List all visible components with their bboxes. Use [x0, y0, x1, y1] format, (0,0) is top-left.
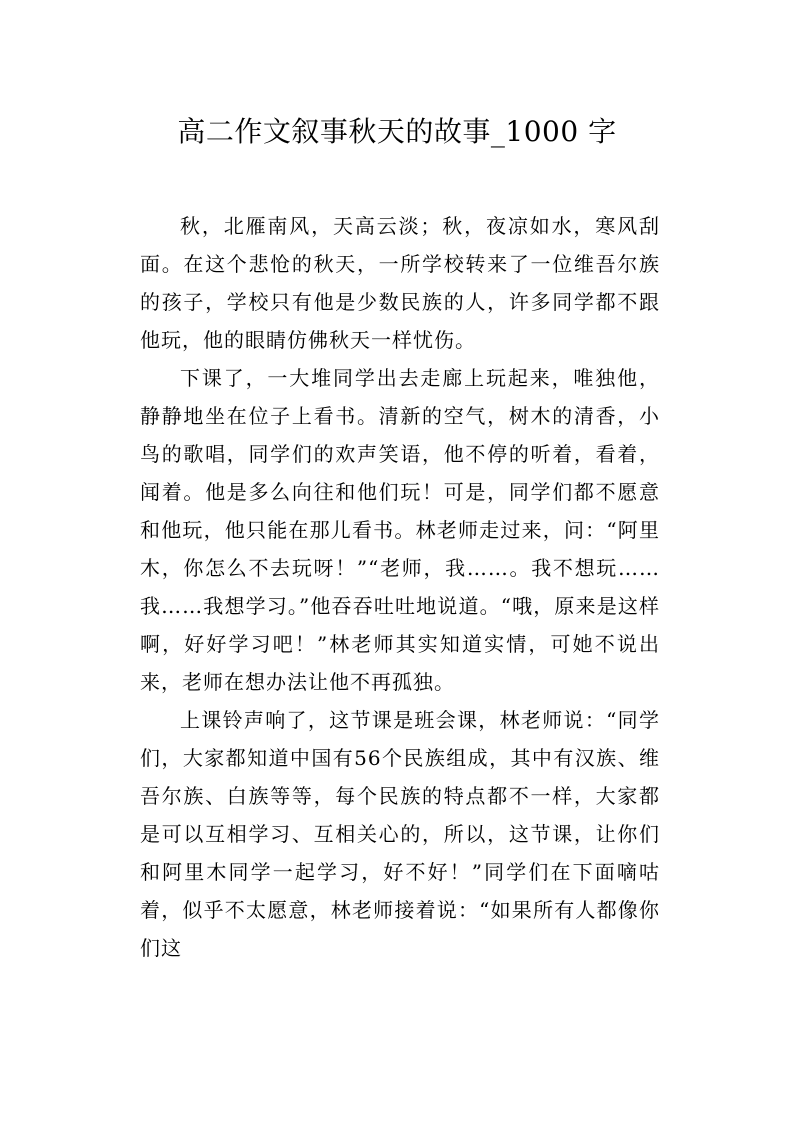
- document-title: 高二作文叙事秋天的故事_1000 字: [177, 115, 617, 148]
- paragraph-1: 秋，北雁南风，天高云淡；秋，夜凉如水，寒风刮面。在这个悲怆的秋天，一所学校转来了一位维吾尔族的孩子，学校只有他是少数民族的人，许多同学都不跟他玩，他的眼睛仿佛秋天一样忧伤。: [140, 214, 660, 352]
- paragraph-3: 上课铃声响了，这节课是班会课，林老师说：“同学们，大家都知道中国有56个民族组成，其中有汉族、维吾尔族、白族等等，每个民族的特点都不一样，大家都是可以互相学习、互相关心的，所以，这节课，让你们和阿里木同学一起学习，好不好！”同学们在下面嘀咕着，似乎不太愿意，林老师接着说：“如果所有人都像你们这: [140, 708, 660, 960]
- paragraph-2: 下课了，一大堆同学出去走廊上玩起来，唯独他，静静地坐在位子上看书。清新的空气，树木的清香，小鸟的歌唱，同学们的欢声笑语，他不停的听着，看着，闻着。他是多么向往和他们玩！可是，同学们都不愿意和他玩，他只能在那儿看书。林老师走过来，问：“阿里木，你怎么不去玩呀！”“老师，我……。我不想玩……我……我想学习。”他吞吞吐吐地说道。“哦，原来是这样啊，好好学习吧！”林老师其实知道实情，可她不说出来，老师在想办法让他不再孤独。: [140, 366, 660, 694]
- document-body: [140, 207, 660, 967]
